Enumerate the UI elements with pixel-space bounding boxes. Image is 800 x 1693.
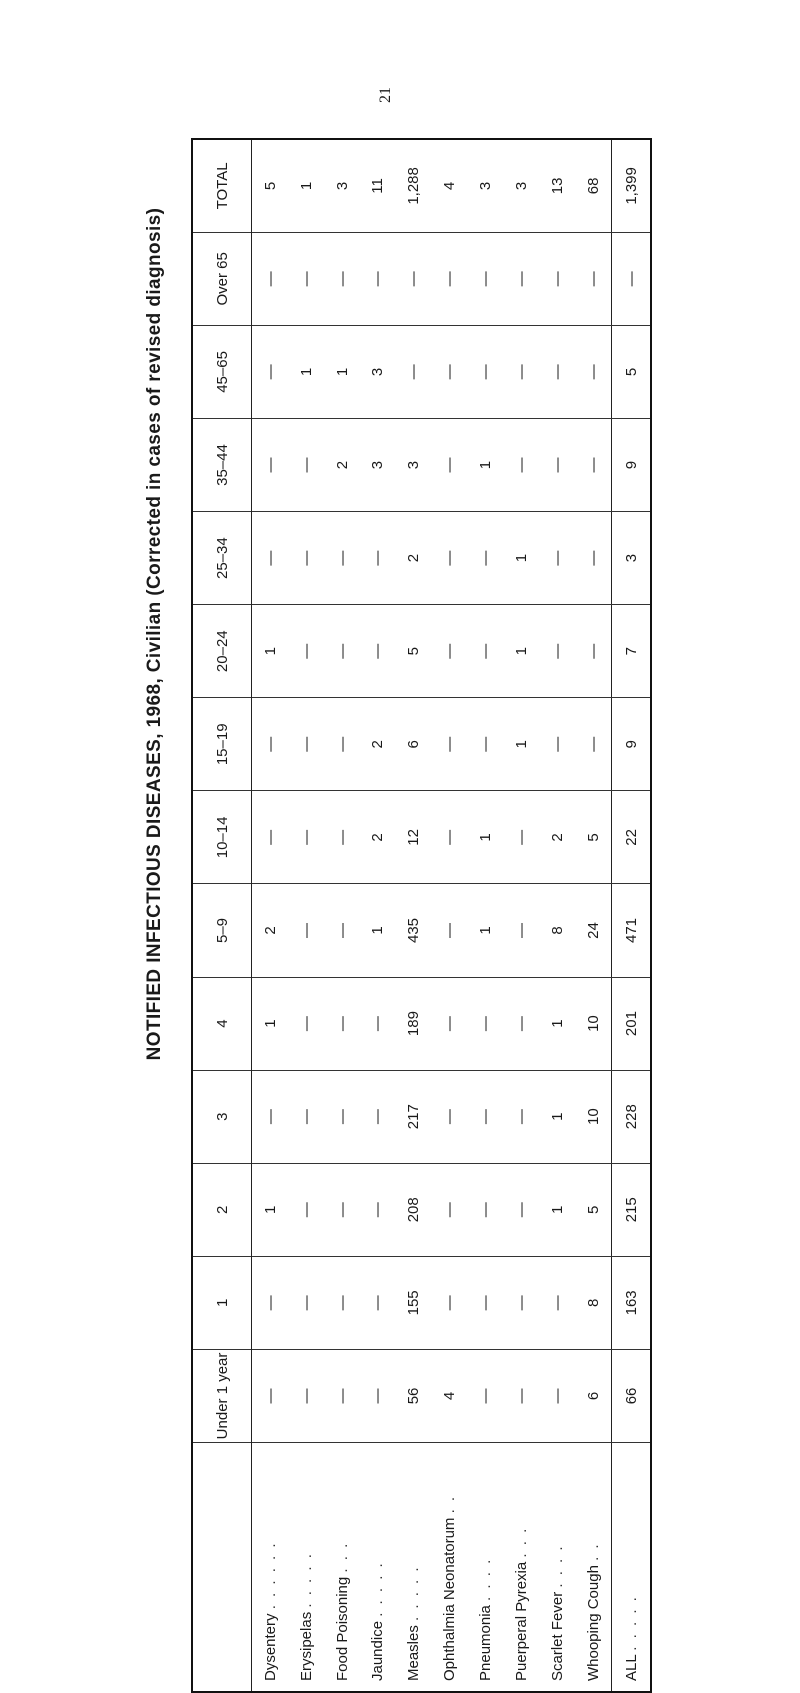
cell-total: 5 [252, 139, 289, 232]
cell-over65: — [432, 232, 468, 325]
cell-c3: 228 [612, 1070, 651, 1163]
cell-c35-44: 3 [360, 418, 396, 511]
cell-c20-24: — [288, 605, 324, 698]
cell-c1: — [252, 1256, 289, 1349]
cell-c5-9: — [288, 884, 324, 977]
cell-c1: 163 [612, 1256, 651, 1349]
cell-over65: — [468, 232, 504, 325]
cell-c20-24: 1 [503, 605, 539, 698]
cell-c15-19: 9 [612, 698, 651, 791]
cell-c5-9: 435 [396, 884, 432, 977]
cell-c2: 1 [252, 1163, 289, 1256]
cell-c2: 5 [575, 1163, 612, 1256]
cell-c3: 217 [396, 1070, 432, 1163]
cell-c3: — [252, 1070, 289, 1163]
cell-c20-24: — [539, 605, 575, 698]
cell-c10-14: — [503, 791, 539, 884]
cell-c4: — [468, 977, 504, 1070]
cell-c20-24: — [324, 605, 360, 698]
cell-c15-19: — [432, 698, 468, 791]
cell-c10-14: 1 [468, 791, 504, 884]
cell-c15-19: — [468, 698, 504, 791]
disease-name: Puerperal Pyrexia [512, 1561, 530, 1681]
cell-c10-14: 2 [360, 791, 396, 884]
cell-under1: — [468, 1349, 504, 1442]
cell-c45-65: — [396, 325, 432, 418]
cell-over65: — [324, 232, 360, 325]
cell-c15-19: — [288, 698, 324, 791]
cell-c35-44: — [288, 418, 324, 511]
col-age-35-44: 35–44 [192, 418, 252, 511]
cell-c4: — [324, 977, 360, 1070]
cell-c20-24: 7 [612, 605, 651, 698]
cell-c1: — [288, 1256, 324, 1349]
disease-name: Jaundice [369, 1620, 387, 1681]
cell-c4: 1 [539, 977, 575, 1070]
cell-c15-19: 1 [503, 698, 539, 791]
cell-c15-19: 6 [396, 698, 432, 791]
cell-c5-9: — [432, 884, 468, 977]
leader-dots: . . . . . [405, 1565, 423, 1621]
leader-dots: . . . [333, 1541, 351, 1573]
cell-under1: — [503, 1349, 539, 1442]
cell-over65: — [503, 232, 539, 325]
disease-name: Pneumonia [476, 1605, 494, 1681]
cell-under1: — [539, 1349, 575, 1442]
cell-c10-14: 2 [539, 791, 575, 884]
cell-c3: — [503, 1070, 539, 1163]
table-row [539, 139, 575, 1692]
table-row [468, 139, 504, 1692]
disease-name: Measles [405, 1625, 423, 1681]
disease-name: Whooping Cough [584, 1565, 602, 1681]
table-row [503, 139, 539, 1692]
cell-c2: 215 [612, 1163, 651, 1256]
cell-c1: — [324, 1256, 360, 1349]
cell-total: 68 [575, 139, 612, 232]
cell-over65: — [360, 232, 396, 325]
leader-dots: . . . [512, 1526, 530, 1558]
cell-c4: — [503, 977, 539, 1070]
cell-c1: 155 [396, 1256, 432, 1349]
cell-c2: 208 [396, 1163, 432, 1256]
cell-total: 3 [503, 139, 539, 232]
cell-total: 1 [288, 139, 324, 232]
cell-c25-34: — [468, 512, 504, 605]
leader-dots: . . . . . [622, 1595, 640, 1651]
disease-name-cell [468, 1443, 504, 1693]
cell-c5-9: 8 [539, 884, 575, 977]
col-age-2: 2 [192, 1163, 252, 1256]
cell-c10-14: — [252, 791, 289, 884]
cell-c3: 1 [539, 1070, 575, 1163]
cell-c15-19: — [575, 698, 612, 791]
disease-name-cell [324, 1443, 360, 1693]
cell-c45-65: — [432, 325, 468, 418]
cell-c20-24: 5 [396, 605, 432, 698]
cell-under1: 6 [575, 1349, 612, 1442]
disease-name: Scarlet Fever [548, 1591, 566, 1681]
cell-over65: — [396, 232, 432, 325]
cell-under1: — [324, 1349, 360, 1442]
cell-c10-14: 12 [396, 791, 432, 884]
cell-c35-44: — [575, 418, 612, 511]
cell-c3: — [324, 1070, 360, 1163]
cell-over65: — [252, 232, 289, 325]
disease-name: Erysipelas [297, 1611, 315, 1681]
cell-over65: — [575, 232, 612, 325]
col-age-3: 3 [192, 1070, 252, 1163]
cell-c3: 10 [575, 1070, 612, 1163]
cell-c25-34: — [288, 512, 324, 605]
cell-c25-34: 2 [396, 512, 432, 605]
cell-total: 3 [468, 139, 504, 232]
leader-dots: . . . . [548, 1544, 566, 1588]
table-row [288, 139, 324, 1692]
table-frame [191, 138, 652, 1693]
cell-c1: — [432, 1256, 468, 1349]
table-row [252, 139, 289, 1692]
cell-c4: 1 [252, 977, 289, 1070]
cell-total: 4 [432, 139, 468, 232]
table-row [360, 139, 396, 1692]
cell-total: 13 [539, 139, 575, 232]
cell-under1: 56 [396, 1349, 432, 1442]
cell-c2: 1 [539, 1163, 575, 1256]
cell-c2: — [432, 1163, 468, 1256]
cell-c2: — [324, 1163, 360, 1256]
leader-dots: . . [584, 1542, 602, 1561]
cell-c4: 10 [575, 977, 612, 1070]
cell-c45-65: 1 [288, 325, 324, 418]
page-title: NOTIFIED INFECTIOUS DISEASES, 1968, Civilian (Corrected in cases of revised diagnosis) [144, 207, 165, 1061]
disease-name-cell [503, 1443, 539, 1693]
disease-name-cell [252, 1443, 289, 1693]
cell-c1: 8 [575, 1256, 612, 1349]
cell-c1: — [468, 1256, 504, 1349]
cell-c3: — [360, 1070, 396, 1163]
cell-c45-65: — [252, 325, 289, 418]
col-total: TOTAL [192, 139, 252, 232]
disease-name-cell [612, 1443, 651, 1693]
table-body [252, 139, 652, 1692]
cell-c45-65: 5 [612, 325, 651, 418]
total-row [612, 139, 651, 1692]
table-row [396, 139, 432, 1692]
cell-c35-44: — [503, 418, 539, 511]
cell-c10-14: 5 [575, 791, 612, 884]
col-age-4: 4 [192, 977, 252, 1070]
cell-under1: 4 [432, 1349, 468, 1442]
cell-c4: — [360, 977, 396, 1070]
cell-c20-24: 1 [252, 605, 289, 698]
cell-c4: — [432, 977, 468, 1070]
cell-c2: — [288, 1163, 324, 1256]
cell-c5-9: 24 [575, 884, 612, 977]
cell-c5-9: — [503, 884, 539, 977]
disease-name-cell [432, 1443, 468, 1693]
cell-c25-34: — [539, 512, 575, 605]
cell-c5-9: 1 [360, 884, 396, 977]
cell-c10-14: — [288, 791, 324, 884]
cell-c45-65: 1 [324, 325, 360, 418]
cell-c5-9: 2 [252, 884, 289, 977]
cell-c35-44: — [432, 418, 468, 511]
cell-c15-19: — [252, 698, 289, 791]
cell-c2: — [503, 1163, 539, 1256]
cell-c1: — [503, 1256, 539, 1349]
disease-name-cell [575, 1443, 612, 1693]
cell-c1: — [360, 1256, 396, 1349]
leader-dots: . . . . [476, 1557, 494, 1601]
rotated-table-wrapper [191, 138, 652, 1693]
cell-over65: — [288, 232, 324, 325]
cell-c5-9: — [324, 884, 360, 977]
cell-c25-34: — [432, 512, 468, 605]
leader-dots: . . [441, 1494, 459, 1514]
leader-dots: . . . . . [369, 1561, 387, 1617]
cell-c25-34: — [324, 512, 360, 605]
cell-c4: — [288, 977, 324, 1070]
cell-c5-9: 471 [612, 884, 651, 977]
cell-c25-34: — [575, 512, 612, 605]
col-age-10-14: 10–14 [192, 791, 252, 884]
cell-c45-65: — [468, 325, 504, 418]
cell-c35-44: — [252, 418, 289, 511]
page-number: 21 [377, 87, 394, 103]
cell-c45-65: — [503, 325, 539, 418]
cell-c4: 201 [612, 977, 651, 1070]
cell-total: 1,288 [396, 139, 432, 232]
cell-under1: — [360, 1349, 396, 1442]
cell-c5-9: 1 [468, 884, 504, 977]
table-row [432, 139, 468, 1692]
cell-c35-44: 9 [612, 418, 651, 511]
cell-c1: — [539, 1256, 575, 1349]
cell-c10-14: — [432, 791, 468, 884]
table-row [324, 139, 360, 1692]
cell-c35-44: 1 [468, 418, 504, 511]
col-age-45-65: 45–65 [192, 325, 252, 418]
cell-c35-44: — [539, 418, 575, 511]
cell-under1: — [288, 1349, 324, 1442]
table-header-row [192, 139, 252, 1692]
cell-c20-24: — [468, 605, 504, 698]
cell-c25-34: 3 [612, 512, 651, 605]
cell-c25-34: 1 [503, 512, 539, 605]
cell-c25-34: — [360, 512, 396, 605]
cell-c15-19: — [324, 698, 360, 791]
cell-total: 1,399 [612, 139, 651, 232]
table-row [575, 139, 612, 1692]
disease-name-cell [288, 1443, 324, 1693]
col-disease [192, 1443, 252, 1693]
cell-c15-19: 2 [360, 698, 396, 791]
col-under-1-year: Under 1 year [192, 1349, 252, 1442]
cell-over65: — [612, 232, 651, 325]
cell-c45-65: 3 [360, 325, 396, 418]
col-over-65: Over 65 [192, 232, 252, 325]
cell-c45-65: — [575, 325, 612, 418]
leader-dots: . . . . . . [261, 1541, 279, 1610]
cell-c15-19: — [539, 698, 575, 791]
col-age-20-24: 20–24 [192, 605, 252, 698]
cell-c4: 189 [396, 977, 432, 1070]
col-age-15-19: 15–19 [192, 698, 252, 791]
cell-total: 11 [360, 139, 396, 232]
cell-c3: — [288, 1070, 324, 1163]
col-age-5-9: 5–9 [192, 884, 252, 977]
cell-c20-24: — [432, 605, 468, 698]
cell-c10-14: 22 [612, 791, 651, 884]
cell-over65: — [539, 232, 575, 325]
disease-name-cell [360, 1443, 396, 1693]
cell-c45-65: — [539, 325, 575, 418]
cell-c20-24: — [575, 605, 612, 698]
disease-name: Food Poisoning [333, 1576, 351, 1681]
col-age-1: 1 [192, 1256, 252, 1349]
disease-name: Ophthalmia Neonatorum [441, 1517, 459, 1681]
cell-c35-44: 2 [324, 418, 360, 511]
cell-c2: — [468, 1163, 504, 1256]
cell-c35-44: 3 [396, 418, 432, 511]
leader-dots: . . . . . [297, 1552, 315, 1608]
disease-name-cell [396, 1443, 432, 1693]
disease-name: Dysentery [261, 1613, 279, 1681]
disease-name-cell [539, 1443, 575, 1693]
cell-c20-24: — [360, 605, 396, 698]
cell-under1: — [252, 1349, 289, 1442]
diseases-table [191, 138, 652, 1693]
cell-c10-14: — [324, 791, 360, 884]
cell-c3: — [468, 1070, 504, 1163]
cell-c3: — [432, 1070, 468, 1163]
cell-c25-34: — [252, 512, 289, 605]
cell-under1: 66 [612, 1349, 651, 1442]
cell-c2: — [360, 1163, 396, 1256]
col-age-25-34: 25–34 [192, 512, 252, 605]
disease-name: ALL [622, 1654, 640, 1681]
cell-total: 3 [324, 139, 360, 232]
